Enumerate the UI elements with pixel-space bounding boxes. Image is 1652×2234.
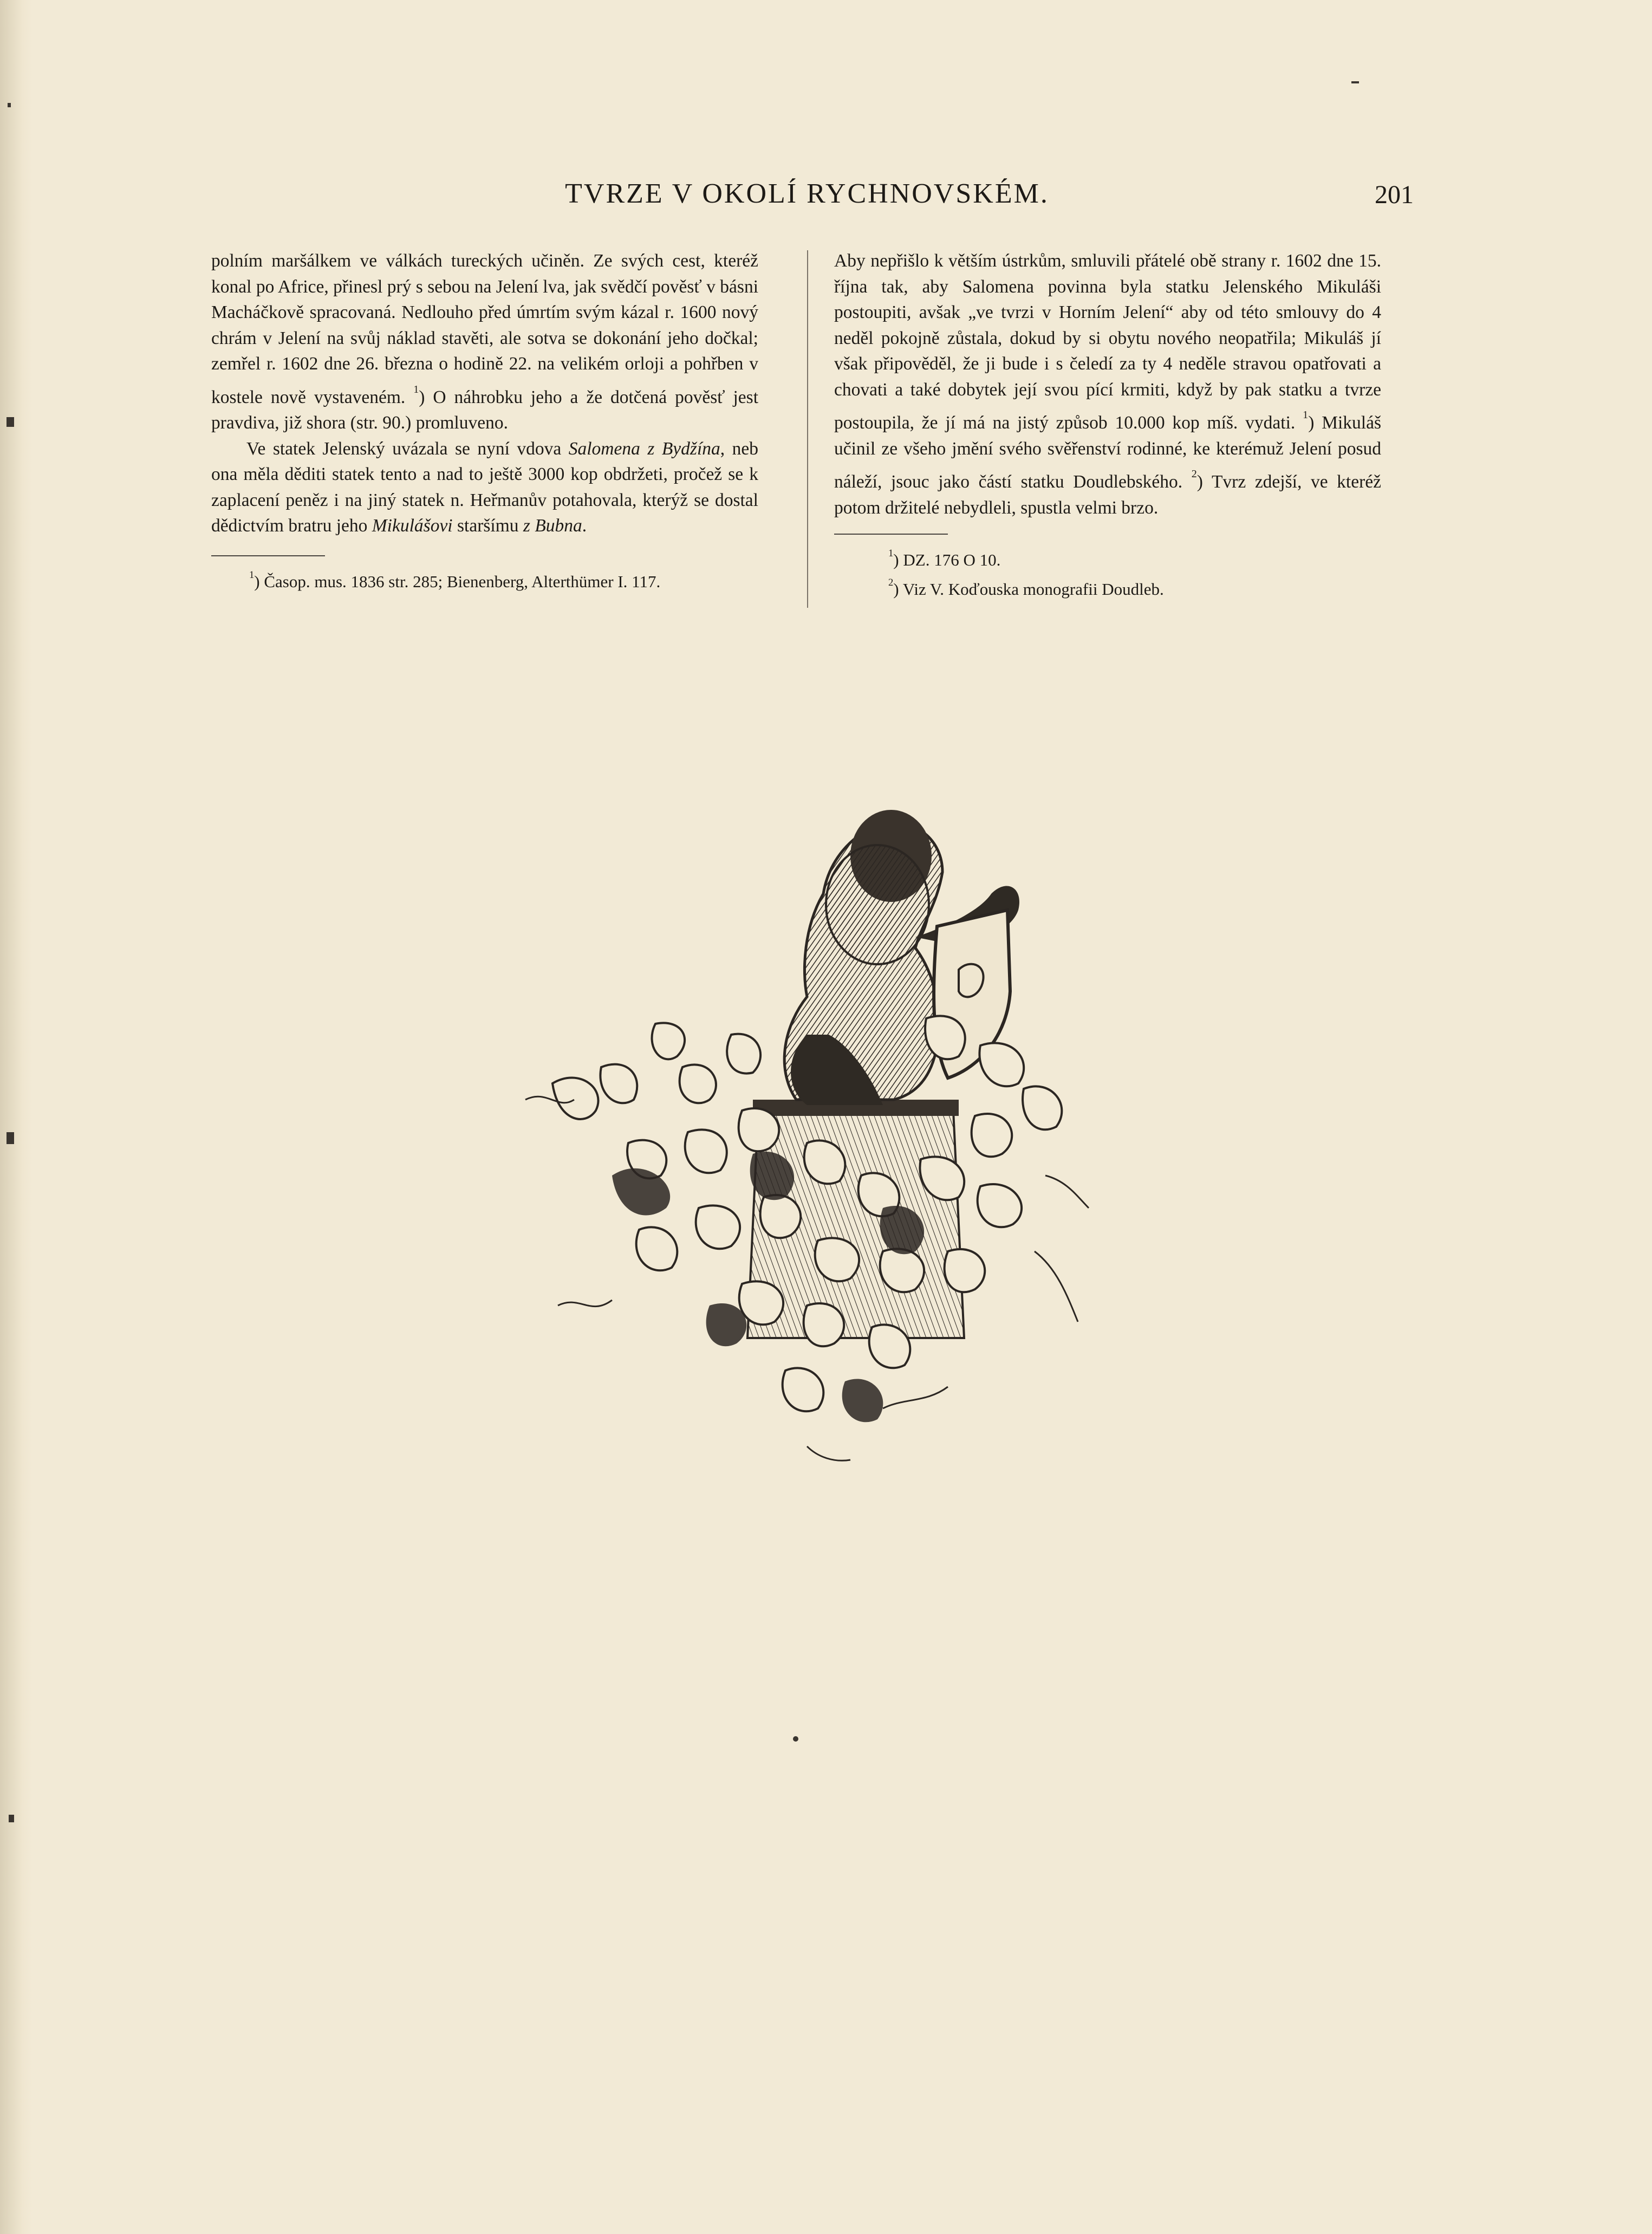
edge-mark [9, 1815, 14, 1822]
left-p1-ref: 1 [413, 383, 419, 395]
person-name-salomena: Salomena z Bydžína [568, 438, 720, 459]
lion-statue-engraving [504, 764, 1116, 1484]
page-header [211, 178, 1414, 221]
left-p2-d: . [582, 516, 587, 536]
footnote-text: Časop. mus. 1836 str. 285; Bienenberg, Alterthümer I. 117. [264, 572, 661, 591]
right-p1-c: Tvrz zdejší, ve kteréž potom držitelé nebydleli, spustla velmi brzo. [834, 472, 1382, 518]
column-divider [807, 250, 808, 608]
right-paragraph-1: Aby nepřišlo k větším ústrkům, smluvili přátelé obě strany r. 1602 dne 15. října tak, aby Salomena povinna byla statku Jelenského Mikuláši postoupiti, avšak „ve tvrzi v Horním Jelení“ aby od této smlouvy do 4 neděl pokojně zůstala, dokud by si obytu nového neopatřila; Mikuláš jí však připověděl, že ji bude i s čeledí za ty 4 neděle stravou opatřovati a chovati a také dobytek její svou pící krmiti, když by pak statku a tvrze postoupila, že jí má na jistý způsob 10.000 kop míš. vydati. $^1$) Mikuláš učinil ze všeho jmění svého svěřenství rodinné, ke kterémuž Jelení posud náleží, jsouc jako částí statku Doudlebského. $^2$) Tvrz zdejší, ve kteréž potom držitelé nebydleli, spustla velmi brzo. [834, 251, 1382, 518]
left-p2-b: , neb ona měla děditi statek tento a nad to ještě 3000 kop obdržeti, pročež se k zaplacení peněz i na jiný statek n. Heřmanův potahovala, kterýž se dostal dědictvím bratru jeho [211, 438, 758, 536]
right-p1-ref1: 1 [1303, 409, 1309, 421]
edge-mark [1351, 81, 1359, 83]
person-name-mikulas: Mikulášovi [372, 516, 453, 536]
edge-mark [6, 417, 14, 427]
left-footnote: $^1$) Časop. mus. 1836 str. 285; Bienenberg, Alterthümer I. 117. [249, 569, 661, 591]
footnote-text: DZ. 176 O 10. [903, 550, 1001, 569]
left-paragraph-1: polním maršálkem ve válkách tureckých učiněn. Ze svých cest, kteréž konal po Africe, přinesl prý s sebou na Jelení lva, jak svědčí pověsť v básni Macháčkově spracovaná. Nedlouho před úmrtím svým kázal r. 1600 nový chrám v Jelení na svůj náklad stavěti, ale sotva se dokonání jeho dočkal; zemřel r. 1602 dne 26. března o hodině 22. na velikém orloji a pohřben v kostele nově vystaveném. $^1$) O náhrobku jeho a že dotčená pověsť jest pravdiva, již shora (str. 90.) promluveno. [211, 251, 759, 433]
running-title: TVRZE V OKOLÍ RYCHNOVSKÉM. [565, 178, 1049, 209]
footnote-marker: 1 [888, 548, 894, 559]
left-p1-text: polním maršálkem ve válkách tureckých učiněn. Ze svých cest, kteréž konal po Africe, přinesl prý s sebou na Jelení lva, jak svědčí pověsť v básni Macháčkově spracovaná. Nedlouho před úmrtím svým kázal r. 1600 nový chrám v Jelení na svůj náklad stavěti, ale sotva se dokonání jeho dočkal; zemřel r. 1602 dne 26. března o hodině 22. na velikém orloji a pohřben v kostele nově vystaveném. [211, 251, 758, 407]
right-footnote-2: $^2$) Viz V. Koďouska monografii Doudleb. [888, 576, 1164, 599]
left-column [211, 248, 758, 593]
left-p2-a: Ve statek Jelenský uvázala se nyní vdova [246, 438, 569, 459]
footnote-rule [834, 534, 948, 535]
right-column [834, 248, 1381, 601]
page-binding-edge [0, 0, 32, 2234]
footnote-text: Viz V. Koďouska monografii Doudleb. [902, 579, 1164, 599]
left-p2-c: staršímu [452, 516, 523, 536]
page-number: 201 [1375, 180, 1414, 209]
right-p1-b: Mikuláš učinil ze všeho jmění svého svěřenství rodinné, ke kterémuž Jelení posud náleží, jsouc jako částí statku Doudlebského. [834, 413, 1382, 492]
right-p1-ref2: 2 [1191, 468, 1197, 480]
footnote-rule [211, 555, 325, 556]
lion-statue-illustration [504, 764, 1116, 1484]
left-p1-tail: O náhrobku jeho a že dotčená pověsť jest pravdiva, již shora (str. 90.) promluveno. [211, 387, 759, 433]
footnote-marker: 1 [249, 569, 255, 581]
right-footnote-1: $^1$) DZ. 176 O 10. [888, 548, 1001, 569]
edge-mark [6, 1132, 14, 1144]
family-name-bubna: z Bubna [523, 516, 582, 536]
left-paragraph-2 [211, 436, 758, 539]
right-p1-a: Aby nepřišlo k větším ústrkům, smluvili přátelé obě strany r. 1602 dne 15. října tak, aby Salomena povinna byla statku Jelenského Mikuláši postoupiti, avšak „ve tvrzi v Horním Jelení“ aby od této smlouvy do 4 neděl pokojně zůstala, dokud by si obytu nového neopatřila; Mikuláš jí však připověděl, že ji bude i s čeledí za ty 4 neděle stravou opatřovati a chovati a také dobytek její svou pící krmiti, když by pak statku a tvrze postoupila, že jí má na jistý způsob 10.000 kop míš. vydati. [834, 251, 1381, 433]
footnote-marker: 2 [888, 576, 894, 588]
page-blemish [793, 1736, 798, 1742]
edge-mark [8, 103, 11, 107]
